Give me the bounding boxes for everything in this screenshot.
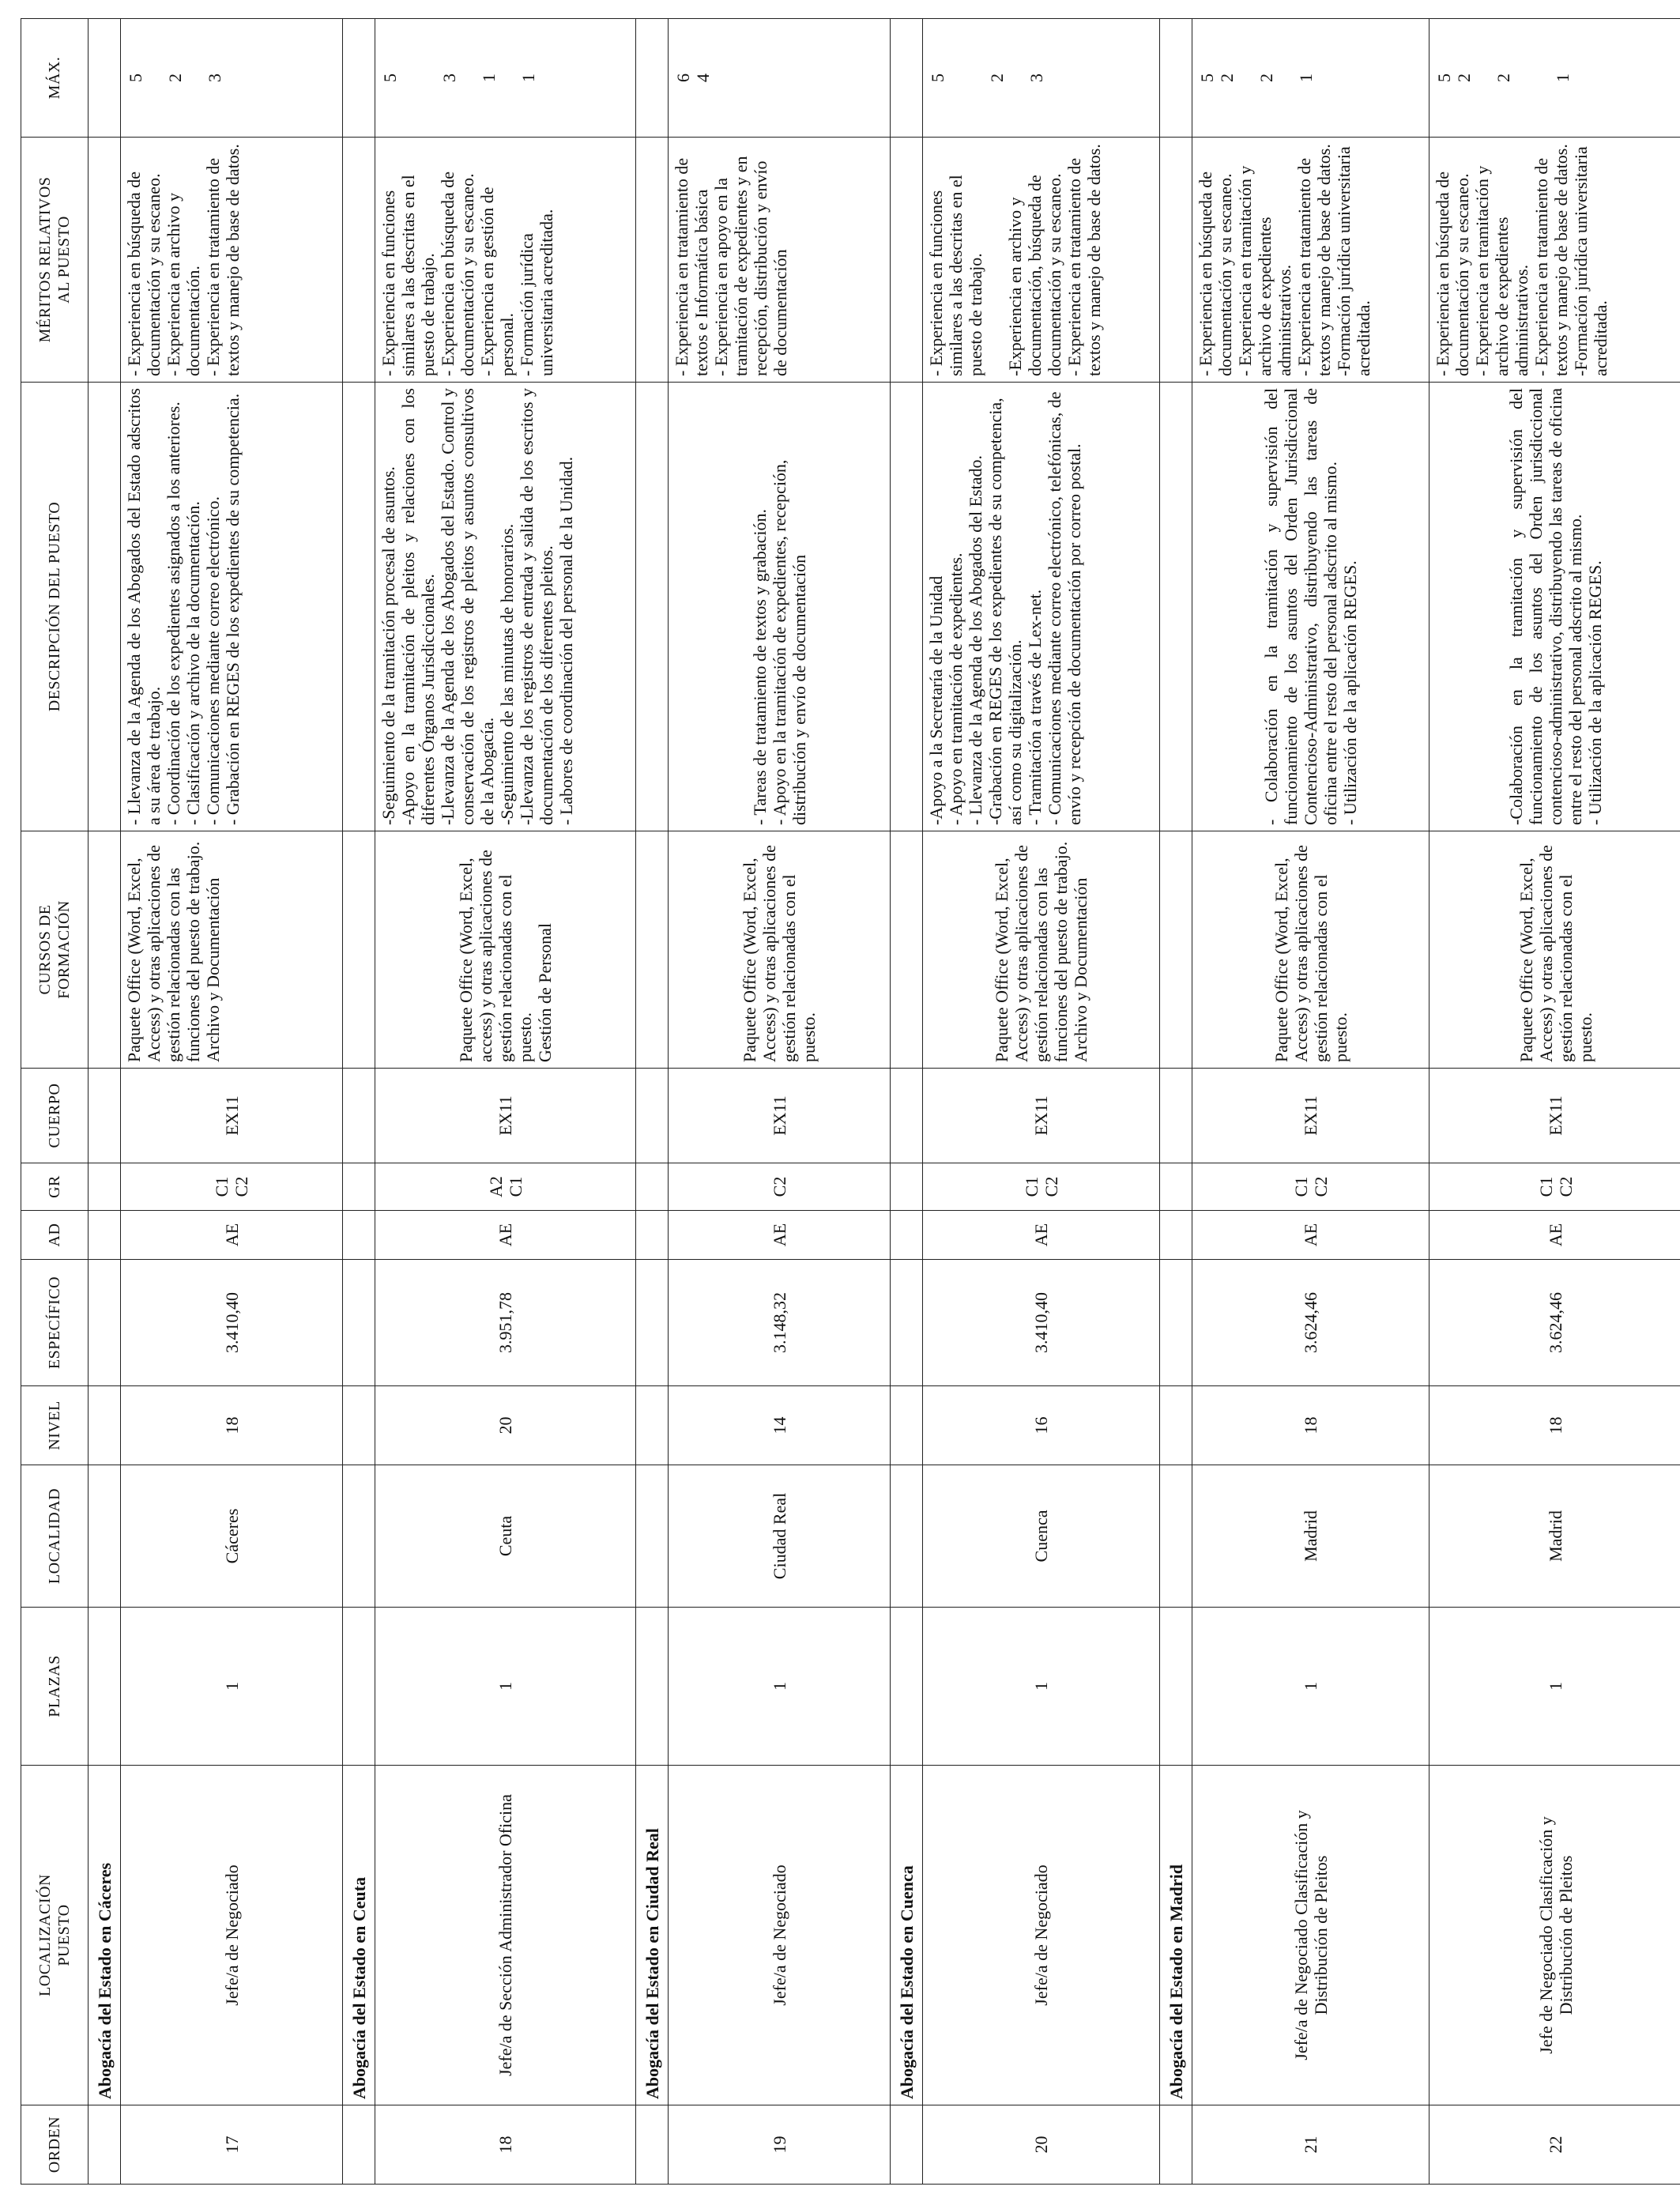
max-cell: 5 2 2 1 [1192,19,1430,138]
cuerpo-cell: EX11 [669,1069,891,1163]
nivel-cell: 14 [669,1386,891,1465]
cuerpo-cell: EX11 [121,1069,343,1163]
meritos-cell: - Experiencia en funciones similares a las descritas en el puesto de trabajo. - Experiencia en búsqueda de documentación y su escaneo. - Experiencia en gestión de personal. - Formación jurídica universitaria acreditada. [375,138,636,383]
orden-cell: 18 [375,2105,636,2185]
ad-cell: AE [923,1211,1160,1260]
max-cell: 5 3 1 1 [375,19,636,138]
descripcion-cell: - Llevanza de la Agenda de los Abogados del Estado adscritos a su área de trabajo. - Coordinación de los expedientes asignados a los anteriores. - Clasificación y archivo de la documentación. - Comunicaciones mediante correo electrónico. - Grabación en REGES de los expedientes de su competencia. [121,383,343,831]
header-nivel: NIVEL [21,1386,89,1465]
cuerpo-cell: EX11 [1192,1069,1430,1163]
section-title: Abogacía del Estado en Cáceres [89,1766,121,2105]
section-row [1160,19,1192,2185]
localidad-cell: Madrid [1192,1465,1430,1608]
table-row [669,19,891,2185]
orden-cell: 22 [1430,2105,1680,2185]
puesto-cell: Jefe de Negociado Clasificación y Distribución de Pleitos [1430,1766,1680,2105]
section-title: Abogacía del Estado en Cuenca [891,1766,923,2105]
table-row [1192,19,1430,2185]
localidad-cell: Cuenca [923,1465,1160,1608]
cuerpo-cell: EX11 [375,1069,636,1163]
plazas-cell: 1 [1430,1608,1680,1766]
max-cell: 6 4 [669,19,891,138]
cursos-cell: Paquete Office (Word, Excel, Access) y otras aplicaciones de gestión relacionadas con las funciones del puesto de trabajo. Archivo y Documentación [121,831,343,1069]
max-cell: 5 2 2 1 [1430,19,1680,138]
ad-cell: AE [1430,1211,1680,1260]
gr-cell: A2 C1 [375,1163,636,1211]
gr-cell: C1 C2 [1430,1163,1680,1211]
cursos-cell: Paquete Office (Word, Excel, access) y otras aplicaciones de gestión relacionadas con el puesto. Gestión de Personal [375,831,636,1069]
nivel-cell: 18 [1192,1386,1430,1465]
meritos-cell: - Experiencia en búsqueda de documentación y su escaneo. - Experiencia en tramitación y archivo de expedientes administrativos. - Experiencia en tratamiento de textos y manejo de base de datos. -Formación jurídica universitaria acreditada. [1192,138,1430,383]
header-descripcion: DESCRIPCIÓN DEL PUESTO [21,383,89,831]
header-localizacion: LOCALIZACIÓN PUESTO [21,1766,89,2105]
orden-cell: 21 [1192,2105,1430,2185]
localidad-cell: Cáceres [121,1465,343,1608]
localidad-cell: Ciudad Real [669,1465,891,1608]
descripcion-cell: - Tareas de tratamiento de textos y grabación. - Apoyo en la tramitación de expedientes, recepción, distribución y envío de documentación [669,383,891,831]
ad-cell: AE [669,1211,891,1260]
localidad-cell: Ceuta [375,1465,636,1608]
header-plazas: PLAZAS [21,1608,89,1766]
cursos-cell: Paquete Office (Word, Excel, Access) y otras aplicaciones de gestión relacionadas con las funciones del puesto de trabajo. Archivo y Documentación [923,831,1160,1069]
section-row [636,19,669,2185]
descripcion-cell: -Colaboración en la tramitación y supervisión del funcionamiento de los asuntos del Orden jurisdiccional contencioso-administrativo, distribuyendo las tareas de oficina entre el resto del personal adscrito al mismo. - Utilización de la aplicación REGES. [1430,383,1680,831]
especifico-cell: 3.410,40 [121,1260,343,1386]
cursos-cell: Paquete Office (Word, Excel, Access) y otras aplicaciones de gestión relacionadas con el puesto. [1192,831,1430,1069]
gr-cell: C2 [669,1163,891,1211]
puesto-cell: Jefe/a de Negociado [669,1766,891,2105]
header-row [21,19,89,2185]
meritos-cell: - Experiencia en tratamiento de textos e Informática básica - Experiencia en apoyo en la tramitación de expedientes y en recepción, distribución y envío de documentación [669,138,891,383]
header-especifico: ESPECÍFICO [21,1260,89,1386]
header-max: MÁX. [21,19,89,138]
ad-cell: AE [375,1211,636,1260]
orden-cell: 17 [121,2105,343,2185]
cuerpo-cell: EX11 [923,1069,1160,1163]
plazas-cell: 1 [923,1608,1160,1766]
puesto-cell: Jefe/a de Negociado Clasificación y Distribución de Pleitos [1192,1766,1430,2105]
orden-cell: 19 [669,2105,891,2185]
table-row [923,19,1160,2185]
section-row [343,19,375,2185]
section-title: Abogacía del Estado en Madrid [1160,1766,1192,2105]
especifico-cell: 3.410,40 [923,1260,1160,1386]
nivel-cell: 18 [1430,1386,1680,1465]
max-cell: 5 2 3 [923,19,1160,138]
gr-cell: C1 C2 [923,1163,1160,1211]
meritos-cell: - Experiencia en búsqueda de documentación y su escaneo. - Experiencia en archivo y documentación. - Experiencia en tratamiento de textos y manejo de base de datos. [121,138,343,383]
max-cell: 5 2 3 [121,19,343,138]
plazas-cell: 1 [669,1608,891,1766]
puesto-cell: Jefe/a de Sección Administrador Oficina [375,1766,636,2105]
section-row [891,19,923,2185]
descripcion-cell: - Colaboración en la tramitación y supervisión del funcionamiento de los asuntos del Orden Jurisdiccional Contencioso-Administrativo, distribuyendo las tareas de oficina entre el resto del personal adscrito al mismo. - Utilización de la aplicación REGES. [1192,383,1430,831]
especifico-cell: 3.951,78 [375,1260,636,1386]
header-localidad: LOCALIDAD [21,1465,89,1608]
ad-cell: AE [121,1211,343,1260]
cursos-cell: Paquete Office (Word, Excel, Access) y otras aplicaciones de gestión relacionadas con el puesto. [669,831,891,1069]
job-positions-table [21,18,1680,2185]
plazas-cell: 1 [1192,1608,1430,1766]
nivel-cell: 18 [121,1386,343,1465]
header-meritos: MÉRITOS RELATIVOS AL PUESTO [21,138,89,383]
puesto-cell: Jefe/a de Negociado [121,1766,343,2105]
cuerpo-cell: EX11 [1430,1069,1680,1163]
section-title: Abogacía del Estado en Ceuta [343,1766,375,2105]
especifico-cell: 3.148,32 [669,1260,891,1386]
header-ad: AD [21,1211,89,1260]
descripcion-cell: -Seguimiento de la tramitación procesal de asuntos. -Apoyo en la tramitación de pleitos y relaciones con los diferentes Órganos Jurisdiccionales. -Llevanza de la Agenda de los Abogados del Estado. Control y conservación de los registros de pleitos y asuntos consultivos de la Abogacía. -Seguimiento de las minutas de honorarios. -Llevanza de los registros de entrada y salida de los escritos y documentación de los diferentes pleitos. - Labores de coordinación del personal de la Unidad. [375,383,636,831]
plazas-cell: 1 [121,1608,343,1766]
nivel-cell: 20 [375,1386,636,1465]
orden-cell: 20 [923,2105,1160,2185]
localidad-cell: Madrid [1430,1465,1680,1608]
puesto-cell: Jefe/a de Negociado [923,1766,1160,2105]
cursos-cell: Paquete Office (Word, Excel, Access) y otras aplicaciones de gestión relacionadas con el puesto. [1430,831,1680,1069]
meritos-cell: - Experiencia en búsqueda de documentación y su escaneo. - Experiencia en tramitación y archivo de expedientes administrativos. - Experiencia en tratamiento de textos y manejo de base de datos. -Formación jurídica universitaria acreditada. [1430,138,1680,383]
section-row [89,19,121,2185]
table-row [375,19,636,2185]
header-orden: ORDEN [21,2105,89,2185]
meritos-cell: - Experiencia en funciones similares a las descritas en el puesto de trabajo. -Experiencia en archivo y documentación, búsqueda de documentación y su escaneo. - Experiencia en tratamiento de textos y manejo de base de datos. [923,138,1160,383]
header-cursos: CURSOS DE FORMACIÓN [21,831,89,1069]
especifico-cell: 3.624,46 [1430,1260,1680,1386]
especifico-cell: 3.624,46 [1192,1260,1430,1386]
descripcion-cell: -Apoyo a la Secretaría de la Unidad - Apoyo en tramitación de expedientes. - Llevanza de la Agenda de los Abogados del Estado. -Grabación en REGES de los expedientes de su competencia, así como su digitalización. - Tramitación a través de Lex-net. - Comunicaciones mediante correo electrónico, telefónicas, de envío y recepción de documentación por correo postal. [923,383,1160,831]
rotated-page [21,19,1656,2185]
table-row [1430,19,1680,2185]
gr-cell: C1 C2 [1192,1163,1430,1211]
plazas-cell: 1 [375,1608,636,1766]
section-title: Abogacía del Estado en Ciudad Real [636,1766,669,2105]
gr-cell: C1 C2 [121,1163,343,1211]
table-row [121,19,343,2185]
ad-cell: AE [1192,1211,1430,1260]
header-gr: GR [21,1163,89,1211]
nivel-cell: 16 [923,1386,1160,1465]
header-cuerpo: CUERPO [21,1069,89,1163]
